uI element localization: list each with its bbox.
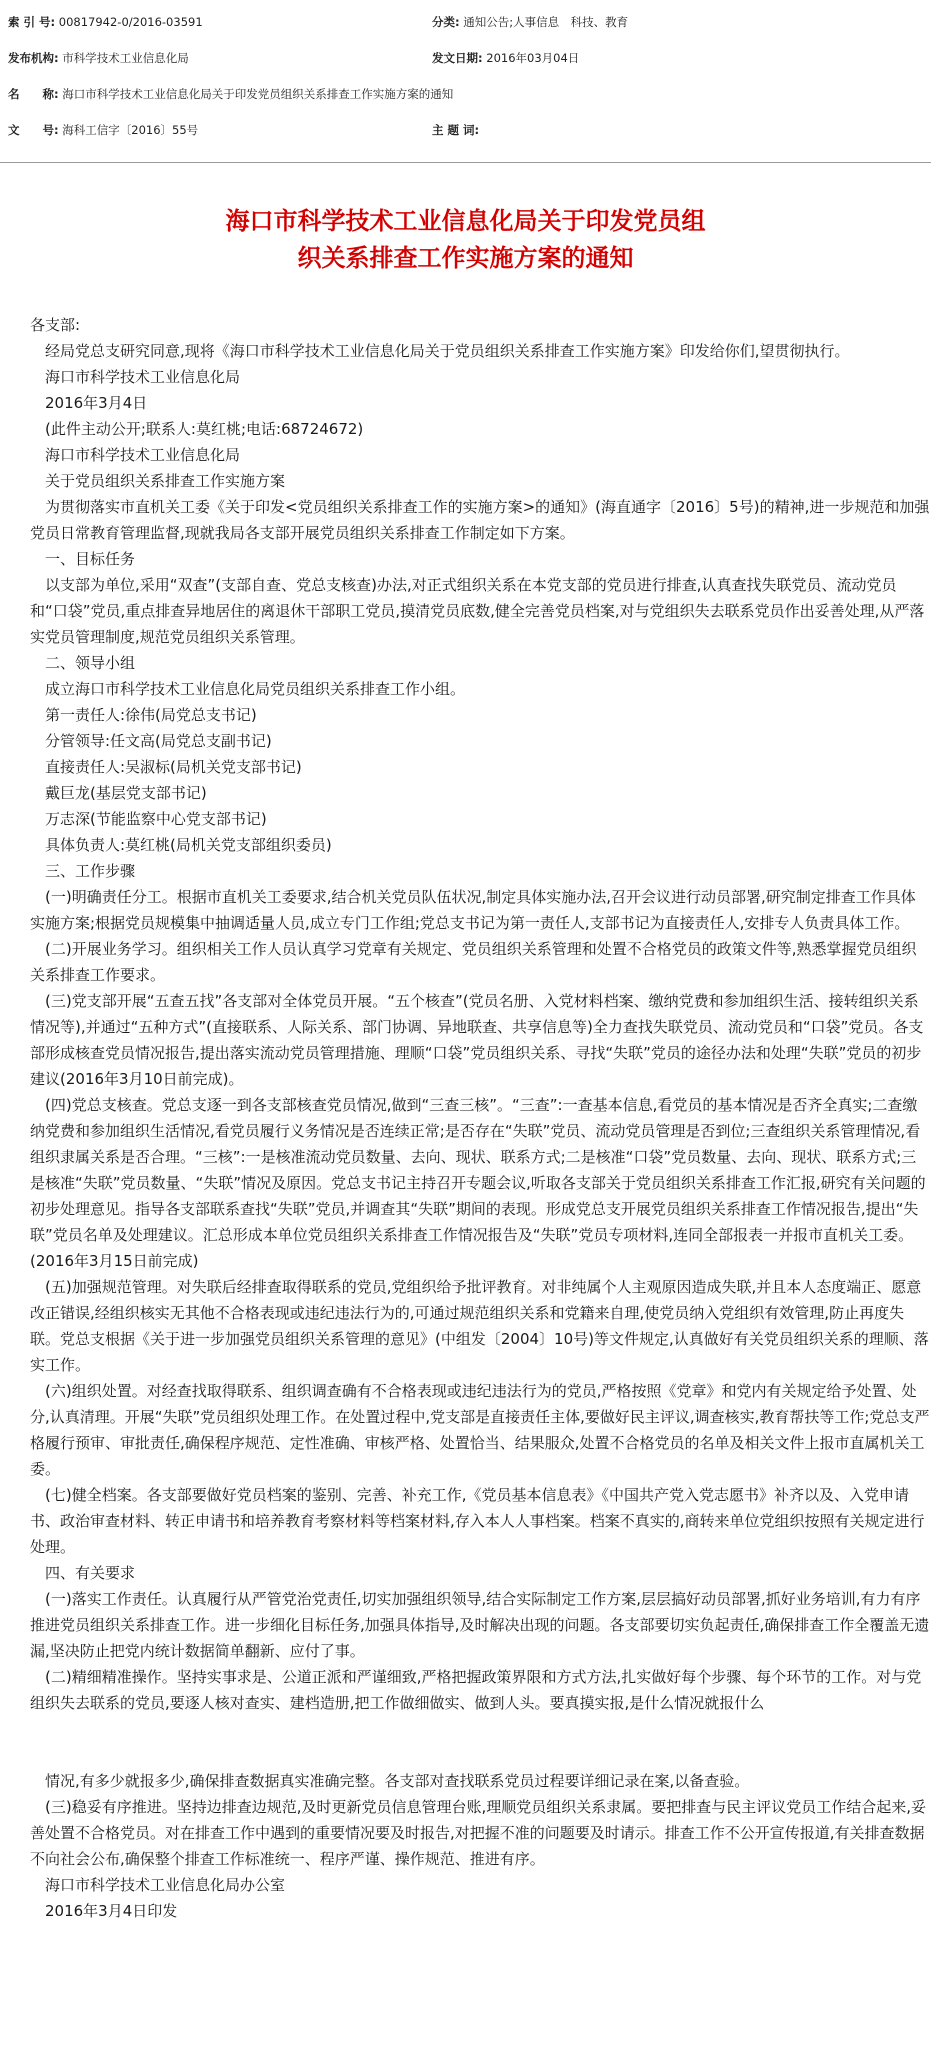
meta-row-issuer (0, 50, 931, 70)
body-paragraph: (七)健全档案。各支部要做好党员档案的鉴别、完善、补充工作,《党员基本信息表》《中国共产党入党志愿书》补齐以及、入党申请书、政治审查材料、转正申请书和培养教育考察材料等档案材料,存入本人人事档案。档案不真实的,商转来单位党组织按照有关规定进行处理。 (30, 1486, 925, 1556)
category-label: 分类: (432, 15, 460, 29)
doc-number-value: 海科工信字〔2016〕55号 (62, 123, 199, 137)
body-paragraph: 二、领导小组 (45, 654, 136, 672)
body-paragraph: 经局党总支研究同意,现将《海口市科学技术工业信息化局关于党员组织关系排查工作实施方案》印发给你们,望贯彻执行。 (45, 342, 850, 360)
body-paragraphs-bottom (30, 1768, 930, 1924)
body-paragraph: 分管领导:任文高(局党总支副书记) (45, 732, 272, 750)
meta-row-index (0, 14, 931, 34)
body-paragraph: 海口市科学技术工业信息化局办公室 (45, 1876, 286, 1894)
body-paragraph: 具体负责人:莫红桃(局机关党支部组织委员) (45, 836, 332, 854)
body-paragraph: 为贯彻落实市直机关工委《关于印发<党员组织关系排查工作的实施方案>的通知》(海直通字〔2016〕5号)的精神,进一步规范和加强党员日常教育管理监督,现就我局各支部开展党员组织关系排查工作制定如下方案。 (30, 498, 930, 542)
body-paragraph: (此件主动公开;联系人:莫红桃;电话:68724672) (45, 420, 364, 438)
body-paragraph: (三)党支部开展“五查五找”各支部对全体党员开展。“五个核查”(党员名册、入党材料档案、缴纳党费和参加组织生活、接转组织关系情况等),并通过“五种方式”(直接联系、人际关系、部门协调、异地联查、共享信息等)全力查找失联党员、流动党员和“口袋”党员。各支部形成核查党员情况报告,提出落实流动党员管理措施、理顺“口袋”党员组织关系、寻找“失联”党员的途径办法和处理“失联”党员的初步建议(2016年3月10日前完成)。 (30, 992, 924, 1088)
issuer-value: 市科学技术工业信息化局 (62, 51, 189, 65)
body-paragraph: 海口市科学技术工业信息化局 (45, 446, 241, 464)
body-paragraph: 以支部为单位,采用“双查”(支部自查、党总支核查)办法,对正式组织关系在本党支部的党员进行排查,认真查找失联党员、流动党员和“口袋”党员,重点排查异地居住的离退休干部职工党员,摸清党员底数,健全完善党员档案,对与党组织失去联系党员作出妥善处理,从严落实党员管理制度,规范党员组织关系管理。 (30, 576, 925, 646)
doc-name-label: 名 称: (8, 87, 59, 101)
body-paragraph: (四)党总支核查。党总支逐一到各支部核查党员情况,做到“三查三核”。“三查”:一查基本信息,看党员的基本情况是否齐全真实;二查缴纳党费和参加组织生活情况,看党员履行义务情况是否连续正常;是否存在“失联”党员、流动党员管理是否到位;三查组织关系管理情况,看组织隶属关系是否合理。“三核”:一是核准流动党员数量、去向、现状、联系方式;二是核准“口袋”党员数量、去向、现状、联系方式;三是核准“失联”党员数量、“失联”情况及原因。党总支书记主持召开专题会议,听取各支部关于党员组织关系排查工作汇报,研究有关问题的初步处理意见。指导各支部联系查找“失联”党员,并调查其“失联”期间的表现。形成党总支开展党员组织关系排查工作情况报告,提出“失联”党员名单及处理建议。汇总形成本单位党员组织关系排查工作情况报告及“失联”党员专项材料,连同全部报表一并报市直机关工委。(2016年3月15日前完成) (30, 1096, 926, 1270)
body-paragraphs-top (30, 312, 930, 1716)
body-paragraph: (二)精细精准操作。坚持实事求是、公道正派和严谨细致,严格把握政策界限和方式方法,扎实做好每个步骤、每个环节的工作。对与党组织失去联系的党员,要逐人核对查实、建档造册,把工作做细做实、做到人头。要真摸实报,是什么情况就报什么 (30, 1668, 922, 1712)
doc-number-field (8, 122, 198, 138)
body-paragraph: 情况,有多少就报多少,确保排查数据真实准确完整。各支部对查找联系党员过程要详细记录在案,以备查验。 (45, 1772, 750, 1790)
category-value: 通知公告;人事信息 科技、教育 (463, 15, 629, 29)
meta-row-docno (0, 122, 931, 142)
doc-name-value: 海口市科学技术工业信息化局关于印发党员组织关系排查工作实施方案的通知 (62, 87, 454, 101)
body-paragraph: (一)明确责任分工。根据市直机关工委要求,结合机关党员队伍状况,制定具体实施办法,召开会议进行动员部署,研究制定排查工作具体实施方案;根据党员规模集中抽调适量人员,成立专门工作组;党总支书记为第一责任人,支部书记为直接责任人,安排专人负责具体工作。 (30, 888, 916, 932)
doc-name-field (8, 86, 453, 102)
body-paragraph: (三)稳妥有序推进。坚持边排查边规范,及时更新党员信息管理台账,理顺党员组织关系隶属。要把排查与民主评议党员工作结合起来,妥善处置不合格党员。对在排查工作中遇到的重要情况要及时报告,对把握不准的问题要及时请示。排查工作不公开宣传报道,有关排查数据不向社会公布,确保整个排查工作标准统一、程序严谨、操作规范、推进有序。 (30, 1798, 927, 1868)
body-paragraph: (一)落实工作责任。认真履行从严管党治党责任,切实加强组织领导,结合实际制定工作方案,层层搞好动员部署,抓好业务培训,有力有序推进党员组织关系排查工作。进一步细化目标任务,加强具体指导,及时解决出现的问题。各支部要切实负起责任,确保排查工作全覆盖无遗漏,坚决防止把党内统计数据简单翻新、应付了事。 (30, 1590, 930, 1660)
body-paragraph: 2016年3月4日印发 (45, 1902, 178, 1920)
body-paragraph: 关于党员组织关系排查工作实施方案 (45, 472, 286, 490)
body-paragraph: 成立海口市科学技术工业信息化局党员组织关系排查工作小组。 (45, 680, 466, 698)
body-paragraph: (六)组织处置。对经查找取得联系、组织调查确有不合格表现或违纪违法行为的党员,严格按照《党章》和党内有关规定给予处置、处分,认真清理。开展“失联”党员组织处理工作。在处置过程中,党支部是直接责任主体,要做好民主评议,调查核实,教育帮扶等工作;党总支严格履行预审、审批责任,确保程序规范、定性准确、审核严格、处置恰当、结果服众,处置不合格党员的名单及相关文件上报市直属机关工委。 (30, 1382, 930, 1478)
document-title-line-2: 织关系排查工作实施方案的通知 (297, 243, 634, 272)
body-paragraph: 戴巨龙(基层党支部书记) (45, 784, 207, 802)
issuer-label: 发布机构: (8, 51, 59, 65)
document-metadata (0, 0, 931, 150)
index-number-value: 00817942-0/2016-03591 (58, 15, 203, 29)
doc-number-label: 文 号: (8, 123, 59, 137)
body-paragraph: 一、目标任务 (45, 550, 136, 568)
body-paragraph: 三、工作步骤 (45, 862, 136, 880)
body-gap (30, 1716, 930, 1768)
body-paragraph: 四、有关要求 (45, 1564, 136, 1582)
issue-date-label: 发文日期: (432, 51, 483, 65)
keywords-field (432, 122, 479, 138)
meta-row-name (0, 86, 931, 106)
body-paragraph: 直接责任人:吴淑标(局机关党支部书记) (45, 758, 302, 776)
body-paragraph: 第一责任人:徐伟(局党总支书记) (45, 706, 257, 724)
document-title-line-1: 海口市科学技术工业信息化局关于印发党员组 (225, 206, 706, 235)
body-paragraph: (五)加强规范管理。对失联后经排查取得联系的党员,党组织给予批评教育。对非纯属个人主观原因造成失联,并且本人态度端正、愿意改正错误,经组织核实无其他不合格表现或违纪违法行为的,可通过规范组织关系和党籍来自理,使党员纳入党组织有效管理,防止再度失联。党总支根据《关于进一步加强党员组织关系管理的意见》(中组发〔2004〕10号)等文件规定,认真做好有关党员组织关系的理顺、落实工作。 (30, 1278, 929, 1374)
document-body (30, 312, 930, 1924)
document-title (0, 202, 931, 276)
issue-date-value: 2016年03月04日 (486, 51, 580, 65)
header-divider (0, 162, 931, 163)
issue-date-field (432, 50, 579, 66)
body-paragraph: 万志深(节能监察中心党支部书记) (45, 810, 267, 828)
body-paragraph: (二)开展业务学习。组织相关工作人员认真学习党章有关规定、党员组织关系管理和处置不合格党员的政策文件等,熟悉掌握党员组织关系排查工作要求。 (30, 940, 917, 984)
body-paragraph: 2016年3月4日 (45, 394, 148, 412)
body-paragraph: 各支部: (30, 316, 81, 334)
issuer-field (8, 50, 189, 66)
body-paragraph: 海口市科学技术工业信息化局 (45, 368, 241, 386)
index-number-field (8, 14, 203, 30)
keywords-label: 主 题 词: (432, 123, 480, 137)
category-field (432, 14, 628, 30)
index-number-label: 索 引 号: (8, 15, 56, 29)
